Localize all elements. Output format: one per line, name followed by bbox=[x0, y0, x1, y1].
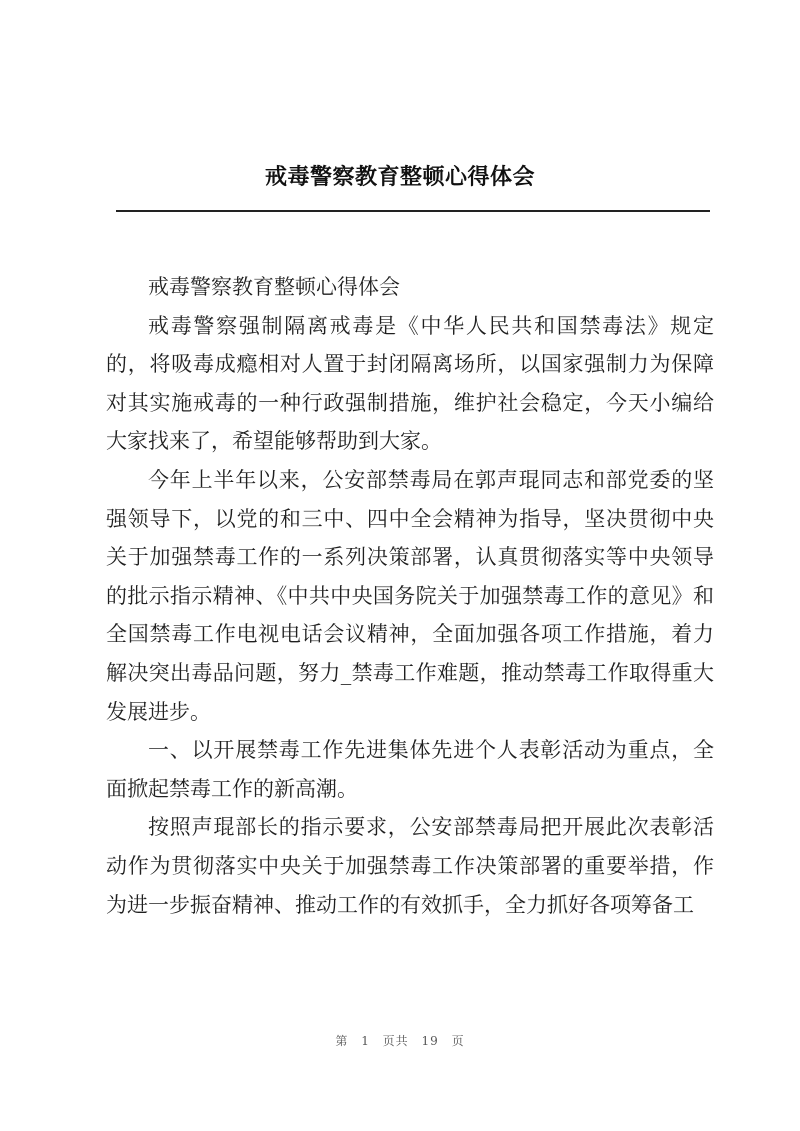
footer-suffix: 页 bbox=[451, 1034, 465, 1048]
document-body bbox=[106, 268, 714, 924]
document-title: 戒毒警察教育整顿心得体会 bbox=[264, 165, 535, 190]
footer-current-page: 1 bbox=[361, 1034, 370, 1048]
paragraph-intro: 戒毒警察强制隔离戒毒是《中华人民共和国禁毒法》规定的，将吸毒成瘾相对人置于封闭隔离场所，以国家强制力为保障对其实施戒毒的一种行政强制措施，维护社会稳定，今天小编给大家找来了，希望能够帮助到大家。 bbox=[106, 313, 714, 454]
footer-prefix: 第 bbox=[335, 1034, 349, 1048]
title-divider bbox=[116, 210, 710, 212]
paragraph-heading: 戒毒警察教育整顿心得体会 bbox=[148, 275, 400, 299]
paragraph-section-one: 一、以开展禁毒工作先进集体先进个人表彰活动为重点，全面掀起禁毒工作的新高潮。 bbox=[106, 738, 714, 801]
page-number-footer bbox=[0, 1032, 800, 1050]
paragraph-summary: 今年上半年以来，公安部禁毒局在郭声琨同志和部党委的坚强领导下，以党的和三中、四中全会精神为指导，坚决贯彻中央关于加强禁毒工作的一系列决策部署，认真贯彻落实等中央领导的批示指示精神、《中共中央国务院关于加强禁毒工作的意见》和全国禁毒工作电视电话会议精神，全面加强各项工作措施，着力解决突出毒品问题，努力_禁毒工作难题，推动禁毒工作取得重大发展进步。 bbox=[106, 467, 714, 724]
footer-middle: 页共 bbox=[382, 1034, 409, 1048]
footer-total-pages: 19 bbox=[421, 1034, 439, 1048]
paragraph-section-one-body: 按照声琨部长的指示要求，公安部禁毒局把开展此次表彰活动作为贯彻落实中央关于加强禁毒工作决策部署的重要举措，作为进一步振奋精神、推动工作的有效抓手，全力抓好各项筹备工 bbox=[106, 815, 714, 917]
